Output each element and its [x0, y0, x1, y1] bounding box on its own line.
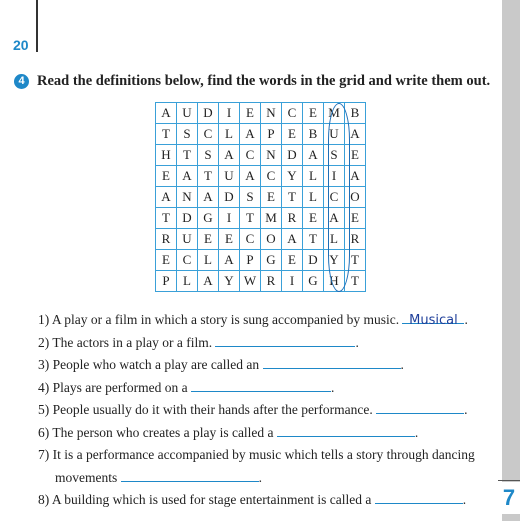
grid-cell: S [240, 187, 261, 208]
grid-cell: P [156, 271, 177, 292]
grid-cell: C [240, 145, 261, 166]
grid-cell: E [156, 166, 177, 187]
grid-cell: E [219, 229, 240, 250]
grid-row [156, 229, 366, 250]
instruction-text: Read the definitions below, find the words in the grid and write them out. [37, 73, 491, 89]
grid-cell: E [345, 145, 366, 166]
question-number: 6) [38, 424, 50, 440]
grid-cell: L [198, 250, 219, 271]
grid-cell: E [198, 229, 219, 250]
question-number: 7) [38, 447, 50, 462]
side-rule [498, 480, 520, 481]
grid-cell: S [198, 145, 219, 166]
grid-row [156, 208, 366, 229]
grid-cell: C [240, 229, 261, 250]
grid-cell: R [261, 271, 282, 292]
answer-text: Musical [409, 313, 458, 328]
grid-cell: C [324, 187, 345, 208]
grid-cell: N [261, 145, 282, 166]
question-4 [38, 377, 498, 400]
answer-field-3[interactable] [263, 354, 401, 369]
grid-cell: D [282, 145, 303, 166]
punct: . [464, 312, 468, 327]
grid-row [156, 166, 366, 187]
answer-field-6[interactable] [277, 422, 415, 437]
grid-cell: T [156, 208, 177, 229]
question-number: 5) [38, 402, 50, 417]
exercise-instruction [14, 73, 494, 90]
grid-cell: E [303, 103, 324, 124]
question-text: A play or a film in which a story is sung accompanied by music. [51, 312, 400, 327]
punct: . [462, 492, 467, 507]
grid-cell: A [198, 271, 219, 292]
grid-cell: A [303, 145, 324, 166]
question-number: 4) [38, 379, 50, 395]
question-number: 1) [38, 312, 50, 327]
grid-cell: T [345, 271, 366, 292]
questions-list [38, 309, 498, 512]
question-6 [38, 422, 498, 445]
grid-cell: I [219, 208, 240, 229]
question-text: People usually do it with their hands after the performance. [52, 402, 373, 417]
question-text: Plays are performed on a [52, 379, 188, 395]
question-8 [38, 489, 498, 512]
grid-cell: P [261, 124, 282, 145]
grid-cell: E [303, 208, 324, 229]
grid-cell: I [219, 103, 240, 124]
grid-cell: B [345, 103, 366, 124]
word-search-grid [155, 102, 366, 292]
grid-cell: U [177, 103, 198, 124]
grid-cell: U [177, 229, 198, 250]
grid-cell: A [156, 187, 177, 208]
grid-cell: C [177, 250, 198, 271]
answer-field-4[interactable] [191, 377, 331, 392]
side-tab-number: 7 [498, 482, 520, 514]
punct: . [258, 469, 262, 485]
page-number: 20 [13, 37, 29, 53]
grid-cell: Y [219, 271, 240, 292]
grid-cell: O [345, 187, 366, 208]
grid-cell: A [282, 229, 303, 250]
question-number: 8) [38, 492, 50, 507]
grid-cell: E [240, 103, 261, 124]
grid-cell: U [219, 166, 240, 187]
page-margin-line [36, 0, 38, 52]
grid-cell: O [261, 229, 282, 250]
punct: . [330, 379, 335, 395]
punct: . [355, 334, 359, 350]
grid-cell: E [156, 250, 177, 271]
grid-cell: Y [282, 166, 303, 187]
question-text: The person who creates a play is called a [52, 424, 274, 440]
grid-cell: A [240, 166, 261, 187]
grid-cell: A [240, 124, 261, 145]
grid-cell: A [345, 124, 366, 145]
question-3 [38, 354, 498, 377]
grid-cell: B [303, 124, 324, 145]
grid-cell: N [177, 187, 198, 208]
question-5 [38, 399, 498, 422]
grid-row [156, 145, 366, 166]
grid-cell: E [345, 208, 366, 229]
grid-cell: A [345, 166, 366, 187]
question-text: A building which is used for stage entertainment is called a [51, 492, 372, 507]
grid-cell: T [345, 250, 366, 271]
grid-cell: G [198, 208, 219, 229]
grid-row [156, 271, 366, 292]
answer-field-1[interactable] [402, 309, 464, 328]
grid-cell: T [240, 208, 261, 229]
grid-cell: R [282, 208, 303, 229]
punct: . [464, 402, 468, 417]
grid-cell: L [177, 271, 198, 292]
grid-cell: D [303, 250, 324, 271]
grid-cell: T [177, 145, 198, 166]
grid-cell: Y [324, 250, 345, 271]
question-1 [38, 309, 498, 332]
grid-cell: T [156, 124, 177, 145]
grid-cell: M [261, 208, 282, 229]
side-bar [502, 0, 520, 521]
question-7 [38, 444, 498, 467]
grid-cell: D [177, 208, 198, 229]
answer-field-8[interactable] [375, 489, 463, 504]
grid-cell: P [240, 250, 261, 271]
grid-cell: L [324, 229, 345, 250]
grid-cell: D [198, 103, 219, 124]
grid-cell: S [324, 145, 345, 166]
grid-cell: A [156, 103, 177, 124]
grid-cell: H [324, 271, 345, 292]
grid-cell: H [156, 145, 177, 166]
punct: . [414, 424, 419, 440]
question-text: movements [55, 469, 118, 485]
grid-cell: L [303, 166, 324, 187]
grid-cell: E [282, 250, 303, 271]
question-text: It is a performance accompanied by music which tells a story through dancing [52, 447, 475, 462]
grid-row [156, 124, 366, 145]
grid-row [156, 103, 366, 124]
grid-cell: L [303, 187, 324, 208]
grid-cell: I [324, 166, 345, 187]
grid-cell: G [261, 250, 282, 271]
grid-cell: M [324, 103, 345, 124]
grid-cell: S [177, 124, 198, 145]
grid-cell: A [219, 145, 240, 166]
punct: . [400, 357, 404, 372]
grid-cell: E [282, 124, 303, 145]
grid-cell: N [261, 103, 282, 124]
grid-cell: C [282, 103, 303, 124]
grid-cell: T [282, 187, 303, 208]
grid-cell: C [198, 124, 219, 145]
grid-cell: T [198, 166, 219, 187]
grid-cell: A [219, 250, 240, 271]
question-7-continued [38, 467, 498, 490]
grid-row [156, 250, 366, 271]
grid-cell: R [345, 229, 366, 250]
grid-cell: E [261, 187, 282, 208]
question-number: 2) [38, 334, 50, 350]
answer-field-5[interactable] [376, 399, 464, 414]
grid-cell: U [324, 124, 345, 145]
grid-cell: W [240, 271, 261, 292]
grid-cell: A [177, 166, 198, 187]
grid-cell: R [156, 229, 177, 250]
grid-cell: C [261, 166, 282, 187]
grid-cell: I [282, 271, 303, 292]
answer-field-2[interactable] [215, 332, 355, 347]
question-number: 3) [38, 357, 50, 372]
grid-cell: D [219, 187, 240, 208]
grid-cell: G [303, 271, 324, 292]
grid-cell: T [303, 229, 324, 250]
grid-cell: A [198, 187, 219, 208]
question-text: The actors in a play or a film. [52, 334, 213, 350]
grid-cell: L [219, 124, 240, 145]
question-2 [38, 332, 498, 355]
exercise-number-badge: 4 [14, 74, 29, 89]
question-text: People who watch a play are called an [52, 357, 260, 372]
answer-field-7[interactable] [121, 467, 259, 482]
grid-row [156, 187, 366, 208]
grid-cell: A [324, 208, 345, 229]
